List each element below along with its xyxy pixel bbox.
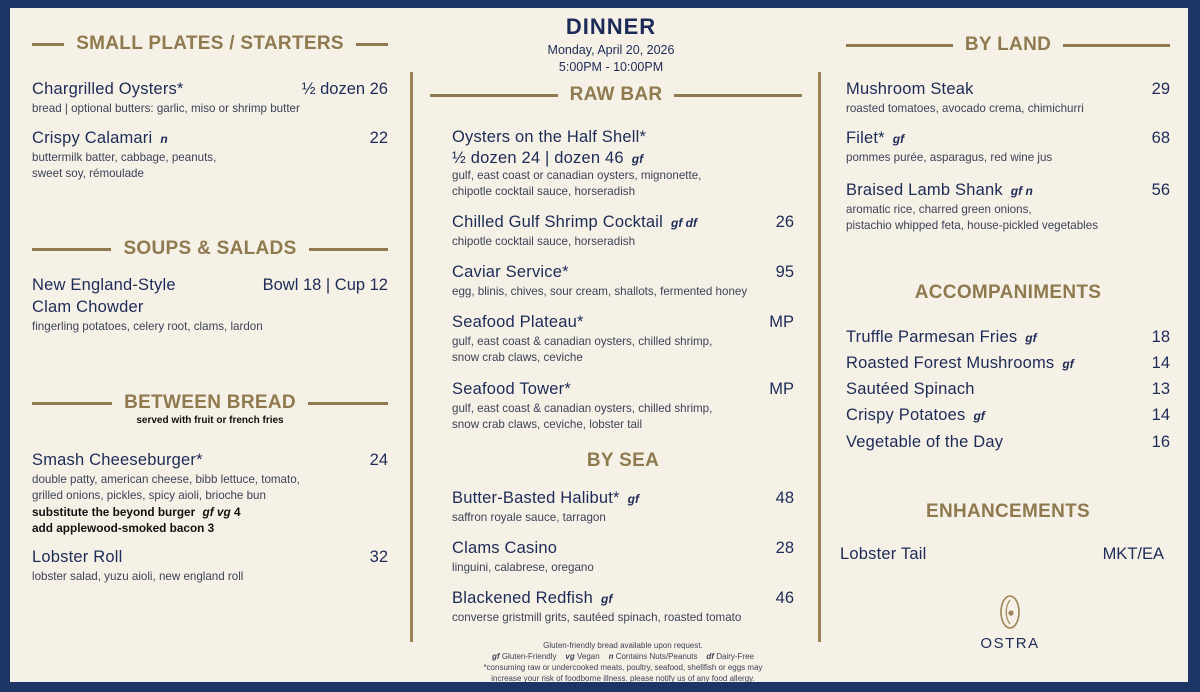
diet-tag: gf <box>600 592 613 606</box>
item-description: saffron royale sauce, tarragon <box>452 511 606 524</box>
logo-wordmark: OSTRA <box>980 635 1040 652</box>
item-name: Seafood Tower* <box>452 380 571 398</box>
menu-item <box>846 406 1170 425</box>
menu-item <box>452 539 794 576</box>
menu-item <box>452 313 794 366</box>
section-rule <box>32 402 112 405</box>
menu-footnote: Gluten-friendly bread available upon request. gf Gluten-Friendly vg Vegan n Contains Nuts/Peanuts df Dairy-Free *consuming raw or undercooked meats, poultry, seafood, shellfish or eggs may increase your risk of foodborne illness. please notify us of any food allergy. <box>452 640 794 682</box>
item-description: egg, blinis, chives, sour cream, shallots, fermented honey <box>452 285 748 298</box>
section-by-land <box>846 34 1170 56</box>
menu-item <box>452 589 794 626</box>
item-price: 29 <box>1151 80 1170 98</box>
menu-date: Monday, April 20, 2026 <box>547 43 675 57</box>
section-title: SMALL PLATES / STARTERS <box>76 33 344 54</box>
item-description: roasted tomatoes, avocado crema, chimichurri <box>846 102 1084 115</box>
section-rule <box>32 248 111 251</box>
diet-tag: gf <box>892 132 905 146</box>
item-price: 26 <box>775 213 794 231</box>
item-name: Mushroom Steak <box>846 80 974 98</box>
item-description: converse gristmill grits, sautéed spinach, roasted tomato <box>452 611 742 624</box>
section-title: BETWEEN BREAD <box>124 392 296 413</box>
menu-item <box>846 433 1170 452</box>
menu-item <box>846 129 1170 166</box>
item-price-line: ½ dozen 24 | dozen 46 <box>452 149 624 167</box>
menu-item <box>846 328 1170 347</box>
item-name: Vegetable of the Day <box>846 433 1004 451</box>
item-price: 24 <box>369 451 388 469</box>
section-accompaniments <box>846 282 1170 304</box>
section-enhancements <box>846 501 1170 523</box>
menu-header <box>430 14 792 76</box>
diet-tag: gf vg <box>202 505 231 519</box>
oyster-pearl-icon <box>998 594 1022 630</box>
section-rule <box>846 44 953 47</box>
section-rule <box>356 43 388 46</box>
section-rule <box>1063 44 1170 47</box>
item-price: MP <box>769 313 794 331</box>
item-price: MKT/EA <box>1102 545 1164 563</box>
menu-item <box>452 489 794 526</box>
menu-item <box>32 276 388 335</box>
section-title: BY SEA <box>586 450 660 471</box>
item-name: Braised Lamb Shank <box>846 181 1003 199</box>
menu-item <box>452 128 794 200</box>
menu-hours: 5:00PM - 10:00PM <box>558 60 664 74</box>
diet-tag: gf <box>1025 331 1037 345</box>
diet-tag: gf n <box>1010 184 1033 198</box>
item-price: Bowl 18 | Cup 12 <box>262 276 388 294</box>
item-price: 95 <box>775 263 794 281</box>
item-name: Sautéed Spinach <box>846 380 975 398</box>
item-name: Chilled Gulf Shrimp Cocktail <box>452 213 664 231</box>
menu-board <box>10 8 1188 682</box>
section-raw-bar <box>430 84 802 106</box>
diet-tag: gf <box>631 152 644 166</box>
item-description: pommes purée, asparagus, red wine jus <box>846 151 1053 164</box>
section-rule <box>430 94 558 97</box>
item-price: 14 <box>1151 406 1170 424</box>
menu-item <box>32 451 388 536</box>
item-price: MP <box>769 380 794 398</box>
item-name: Lobster Roll <box>32 548 123 566</box>
section-small-plates <box>32 33 388 55</box>
item-description: bread | optional butters: garlic, miso or shrimp butter <box>32 102 300 115</box>
item-name: Chargrilled Oysters* <box>32 80 184 98</box>
item-name: Blackened Redfish <box>452 589 593 607</box>
item-description: chipotle cocktail sauce, horseradish <box>452 235 636 248</box>
diet-tag: gf <box>973 409 985 423</box>
menu-item <box>452 380 794 433</box>
item-name: Crispy Calamari <box>32 129 153 147</box>
ostra-logo <box>970 594 1050 652</box>
item-name: Filet* <box>846 129 885 147</box>
item-name: Truffle Parmesan Fries <box>846 328 1018 346</box>
item-description: gulf, east coast & canadian oysters, chilled shrimp, snow crab claws, ceviche, lobster tail <box>452 402 713 431</box>
item-name: Roasted Forest Mushrooms <box>846 354 1055 372</box>
section-between-bread <box>32 392 388 414</box>
menu-item <box>840 545 1164 564</box>
item-price: 13 <box>1151 380 1170 398</box>
item-name: Smash Cheeseburger* <box>32 451 203 469</box>
menu-item <box>846 354 1170 373</box>
item-price: 22 <box>369 129 388 147</box>
diet-tag: gf <box>1062 357 1074 371</box>
section-by-sea <box>452 450 794 472</box>
item-option: substitute the beyond burger gf vg 4 <box>32 505 241 519</box>
section-title: RAW BAR <box>569 84 663 105</box>
menu-item <box>846 80 1170 117</box>
item-description: gulf, east coast or canadian oysters, mignonette, chipotle cocktail sauce, horseradish <box>452 169 702 198</box>
menu-item <box>32 129 388 182</box>
section-title: ACCOMPANIMENTS <box>914 282 1102 303</box>
section-title: SOUPS & SALADS <box>123 238 297 259</box>
menu-title: DINNER <box>565 14 657 39</box>
menu-item <box>452 213 794 250</box>
section-rule <box>309 248 388 251</box>
section-rule <box>674 94 802 97</box>
item-description: lobster salad, yuzu aioli, new england roll <box>32 570 244 583</box>
item-name: Clams Casino <box>452 539 558 557</box>
section-note: served with fruit or french fries <box>136 415 284 426</box>
item-price: 32 <box>369 548 388 566</box>
item-price: ½ dozen 26 <box>301 80 388 98</box>
column-divider-left <box>410 72 413 642</box>
item-price: 18 <box>1151 328 1170 346</box>
section-title: BY LAND <box>964 34 1052 55</box>
section-rule <box>308 402 388 405</box>
diet-tag: n <box>160 132 168 146</box>
item-price: 14 <box>1151 354 1170 372</box>
item-name: Lobster Tail <box>840 545 927 563</box>
item-name: Butter-Basted Halibut* <box>452 489 620 507</box>
item-name: Oysters on the Half Shell* <box>452 128 647 146</box>
item-price: 28 <box>775 539 794 557</box>
section-rule <box>32 43 64 46</box>
diet-tag: gf <box>627 492 639 506</box>
item-description: aromatic rice, charred green onions, pistachio whipped feta, house-pickled vegetables <box>846 203 1099 232</box>
column-divider-right <box>818 72 821 642</box>
item-description: buttermilk batter, cabbage, peanuts, sweet soy, rémoulade <box>32 151 217 180</box>
item-name: Caviar Service* <box>452 263 569 281</box>
section-soups-salads <box>32 238 388 260</box>
menu-item <box>846 380 1170 399</box>
item-name: Seafood Plateau* <box>452 313 584 331</box>
item-description: fingerling potatoes, celery root, clams, lardon <box>32 320 263 333</box>
item-price: 46 <box>775 589 794 607</box>
item-name-line2: Clam Chowder <box>32 298 144 316</box>
item-price: 68 <box>1151 129 1170 147</box>
item-price: 16 <box>1151 433 1170 451</box>
menu-item <box>846 181 1170 234</box>
section-title: ENHANCEMENTS <box>925 501 1091 522</box>
menu-item <box>32 80 388 117</box>
item-price: 56 <box>1151 181 1170 199</box>
menu-item <box>452 263 794 300</box>
item-description: double patty, american cheese, bibb lettuce, tomato, grilled onions, pickles, spicy aioli, brioche bun <box>32 473 300 502</box>
menu-item <box>32 548 388 585</box>
item-description: gulf, east coast & canadian oysters, chilled shrimp, snow crab claws, ceviche <box>452 335 713 364</box>
item-description: linguini, calabrese, oregano <box>452 561 594 574</box>
diet-legend: gf Gluten-Friendly vg Vegan n Contains Nuts/Peanuts df Dairy-Free <box>492 652 754 661</box>
item-name: Crispy Potatoes <box>846 406 966 424</box>
item-price: 48 <box>775 489 794 507</box>
item-name: New England-Style <box>32 276 176 294</box>
diet-tag: gf df <box>671 216 698 230</box>
item-option: add applewood-smoked bacon 3 <box>32 521 215 535</box>
